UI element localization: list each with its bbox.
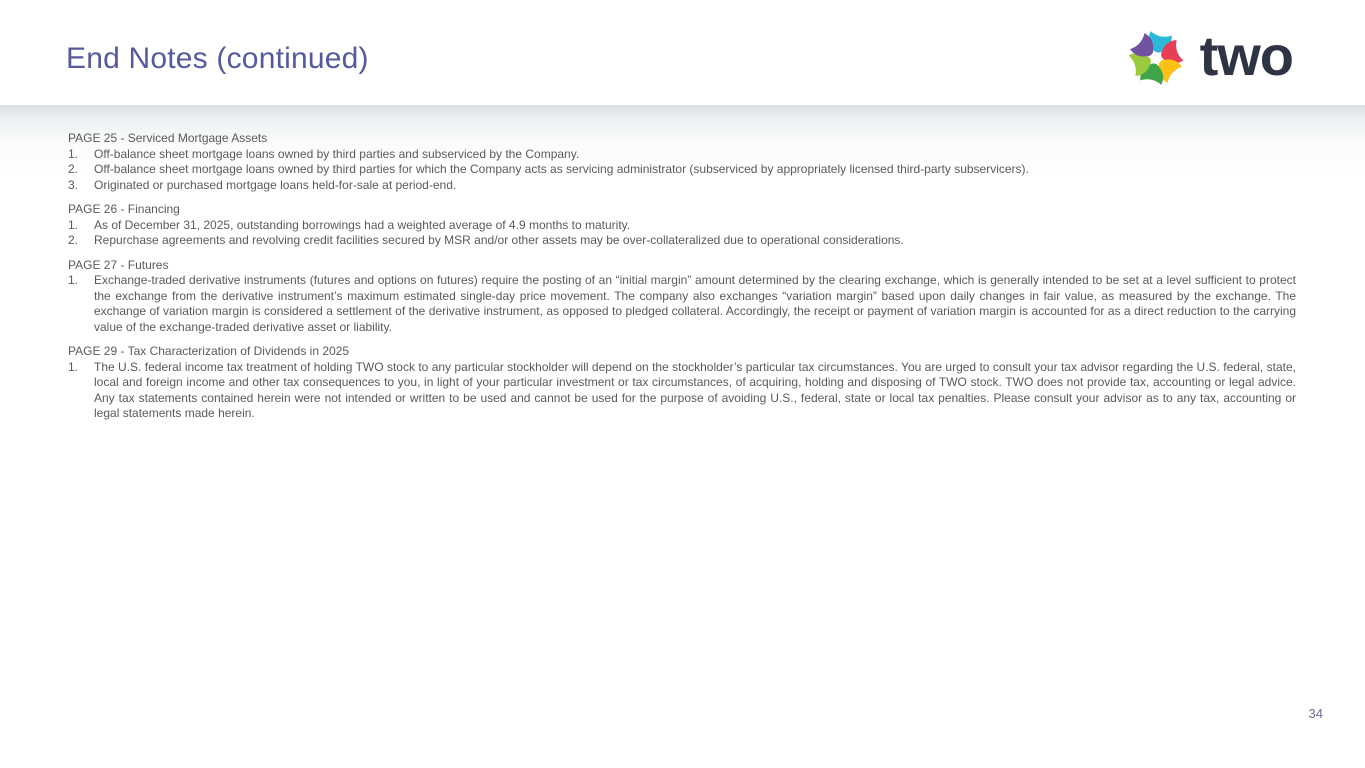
list-item xyxy=(68,233,1296,249)
list-item-number: 1. xyxy=(68,146,79,161)
list-item-text: As of December 31, 2025, outstanding borrowings had a weighted average of 4.9 months to maturity. xyxy=(94,217,631,232)
endnotes-content xyxy=(0,105,1365,768)
logo-wordmark: two xyxy=(1199,24,1293,87)
list-item-text: The U.S. federal income tax treatment of holding TWO stock to any particular stockholder will depend on the stockholder’s particular tax circumstances. You are urged to consult your tax advisor regarding the U.S. federal, state, local and foreign income and other tax consequences to you, in light of your particular investment or tax circumstances, of acquiring, holding and disposing of TWO stock. TWO does not provide tax, accounting or legal advice. Any tax statements contained herein were not intended or written to be used and cannot be used for the purpose of avoiding U.S., federal, state or local tax penalties. Please consult your advisor as to any tax, accounting or legal statements made herein. xyxy=(94,359,1296,420)
list-item-text: Off-balance sheet mortgage loans owned by third parties and subserviced by the Company. xyxy=(94,146,580,161)
list-item xyxy=(68,147,1296,163)
list-item-number: 1. xyxy=(68,273,79,287)
slide-header xyxy=(0,0,1365,105)
page-number: 34 xyxy=(1308,706,1323,721)
list-item xyxy=(68,360,1296,422)
list-item xyxy=(68,178,1296,194)
endnote-section-page-25 xyxy=(68,131,1296,193)
list-item-text: Repurchase agreements and revolving credit facilities secured by MSR and/or other assets may be over-collateralized due to operational considerations. xyxy=(94,233,904,247)
list-item xyxy=(68,273,1296,335)
list-item-text: Off-balance sheet mortgage loans owned by third parties for which the Company acts as servicing administrator (subserviced by appropriately licensed third-party subservicers). xyxy=(94,162,1029,176)
two-pinwheel-icon xyxy=(1124,26,1188,90)
endnote-section-page-27 xyxy=(68,258,1296,336)
list-item-text: Exchange-traded derivative instruments (futures and options on futures) require the posting of an “initial margin” amount determined by the clearing exchange, which is generally intended to be set at a level sufficient to protect the exchange from the derivative instrument’s maximum estimated single-day price movement. The company also exchanges “variation margin” based upon daily changes in fair value, as measured by the exchange. The exchange of variation margin is considered a settlement of the derivative instrument, as opposed to pledged collateral. Accordingly, the receipt or payment of variation margin is accounted for as a direct reduction to the carrying value of the exchange-traded derivative asset or liability. xyxy=(94,273,1296,334)
endnote-section-page-29 xyxy=(68,344,1296,422)
section-heading: PAGE 27 - Futures xyxy=(68,257,169,272)
section-heading: PAGE 25 - Serviced Mortgage Assets xyxy=(68,131,268,145)
list-item xyxy=(68,162,1296,178)
list-item-number: 1. xyxy=(68,217,79,232)
list-item xyxy=(68,218,1296,234)
list-item-text: Originated or purchased mortgage loans held-for-sale at period-end. xyxy=(94,177,457,192)
list-item-number: 2. xyxy=(68,233,79,247)
section-heading: PAGE 29 - Tax Characterization of Dividends in 2025 xyxy=(68,344,350,358)
endnote-section-page-26 xyxy=(68,202,1296,249)
list-item-number: 1. xyxy=(68,359,79,374)
list-item-number: 3. xyxy=(68,177,79,192)
company-logo xyxy=(1124,26,1293,90)
list-item-number: 2. xyxy=(68,162,79,176)
section-heading: PAGE 26 - Financing xyxy=(68,202,180,216)
page-title: End Notes (continued) xyxy=(66,42,369,75)
